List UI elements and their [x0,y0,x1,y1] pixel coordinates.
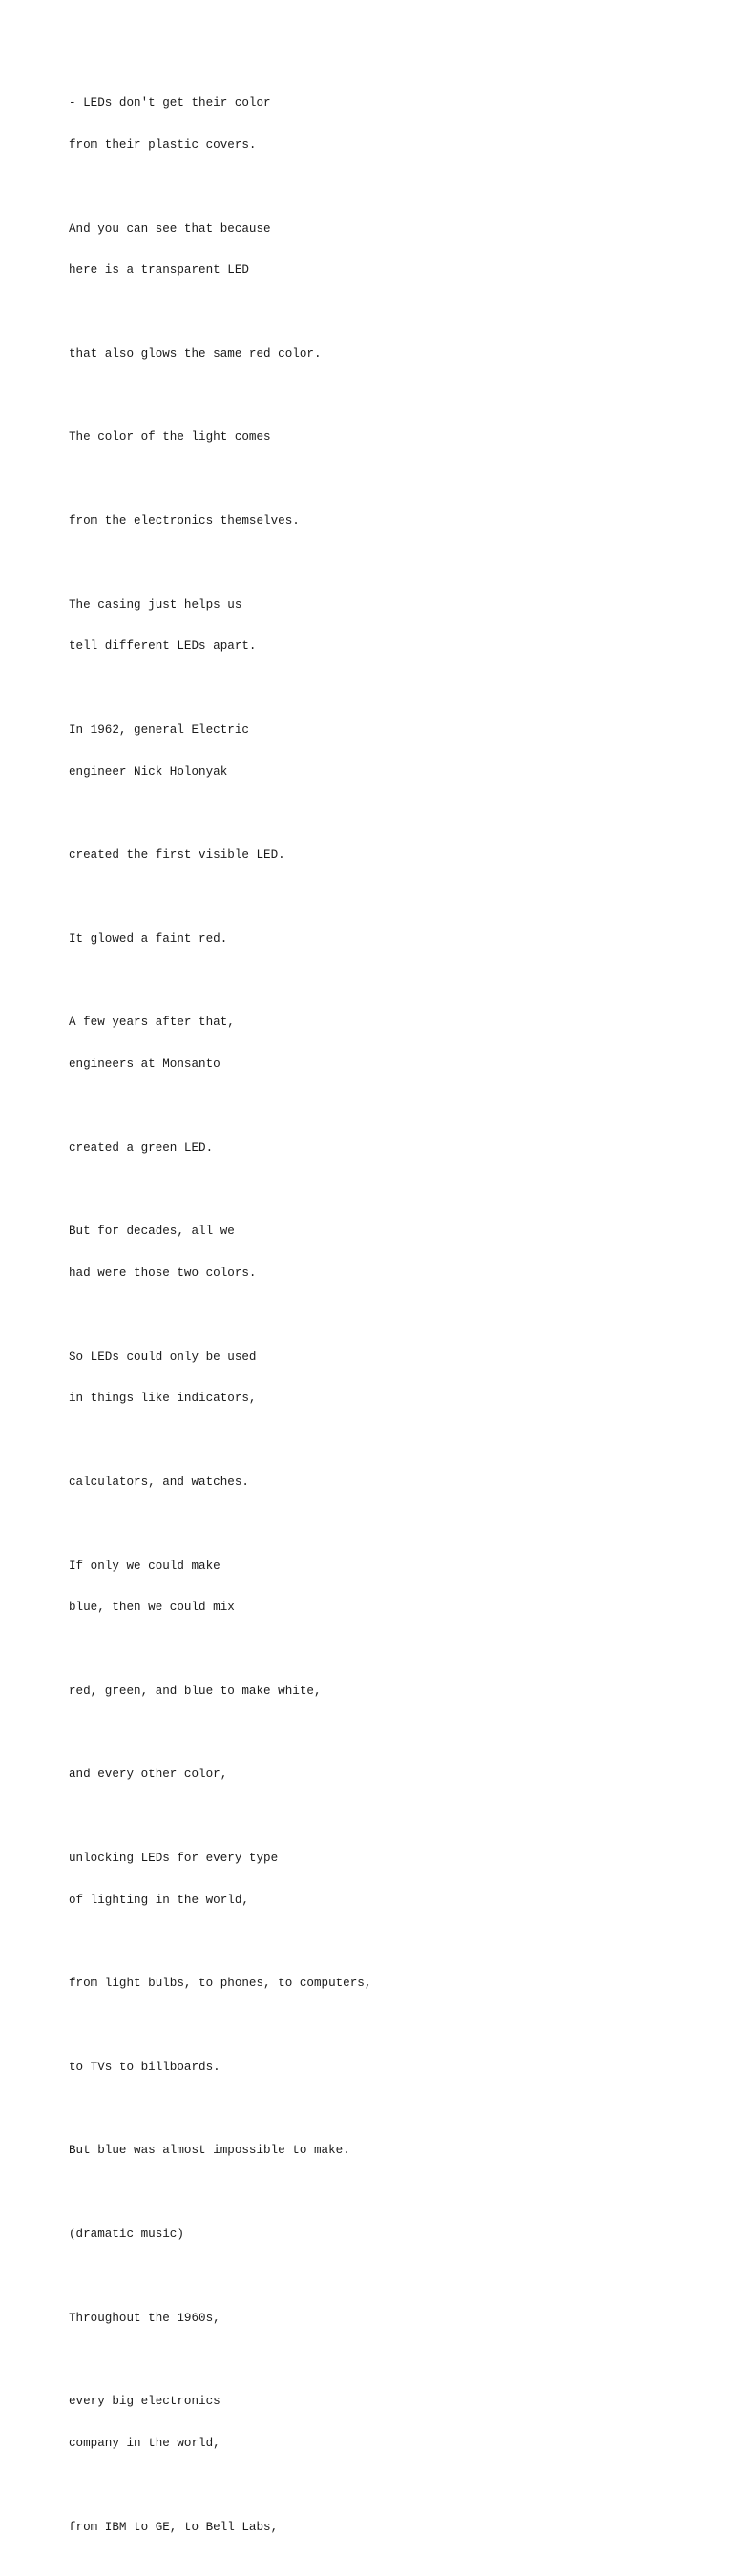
paragraph [69,1740,680,1810]
paragraph [69,1322,680,1434]
paragraph [69,320,680,389]
paragraph [69,2033,680,2103]
text-line: from the electronics themselves. [69,514,300,528]
text-line: But for decades, all we [69,1225,235,1239]
paragraph [69,988,680,1100]
paragraph [69,821,680,890]
paragraph [69,69,680,180]
paragraph [69,194,680,305]
text-line: red, green, and blue to make white, [69,1684,322,1698]
paragraph [69,570,680,681]
text-line: engineer Nick Holonyak [69,764,228,779]
text-line: of lighting in the world, [69,1893,249,1907]
transcript-page [69,69,680,2576]
paragraph [69,487,680,556]
text-line: It glowed a faint red. [69,932,228,946]
text-line: Throughout the 1960s, [69,2311,220,2325]
paragraph [69,1448,680,1518]
text-line: had were those two colors. [69,1267,257,1281]
text-line: - LEDs don't get their color [69,96,271,111]
paragraph [69,1531,680,1643]
text-line: The color of the light comes [69,430,271,445]
paragraph [69,905,680,974]
paragraph [69,1114,680,1183]
paragraph [69,2367,680,2479]
paragraph [69,1657,680,1727]
text-line: If only we could make [69,1559,220,1573]
paragraph [69,2200,680,2270]
paragraph [69,1197,680,1309]
text-line: here is a transparent LED [69,263,249,278]
text-line: engineers at Monsanto [69,1058,220,1072]
text-line: blue, then we could mix [69,1601,235,1615]
text-line: to TVs to billboards. [69,2060,220,2074]
text-line: But blue was almost impossible to make. [69,2144,350,2158]
paragraph [69,2116,680,2186]
text-line: The casing just helps us [69,597,242,612]
text-line: from their plastic covers. [69,137,257,152]
paragraph [69,1824,680,1936]
text-line: created a green LED. [69,1141,214,1155]
text-line: calculators, and watches. [69,1475,249,1489]
text-line: (dramatic music) [69,2228,184,2242]
text-line: So LEDs could only be used [69,1350,257,1364]
paragraph [69,696,680,807]
text-line: from IBM to GE, to Bell Labs, [69,2520,279,2534]
text-line: unlocking LEDs for every type [69,1852,279,1865]
text-line: created the first visible LED. [69,848,285,863]
text-line: company in the world, [69,2436,220,2450]
text-line: tell different LEDs apart. [69,639,257,654]
paragraph [69,2283,680,2353]
text-line: from light bulbs, to phones, to computers, [69,1977,372,1991]
paragraph [69,2492,680,2562]
text-line: A few years after that, [69,1016,235,1030]
text-line: every big electronics [69,2395,220,2409]
text-line: in things like indicators, [69,1392,257,1406]
text-line: In 1962, general Electric [69,723,249,737]
text-line: and every other color, [69,1768,228,1782]
text-line: And you can see that because [69,221,271,236]
paragraph [69,1949,680,2019]
paragraph [69,403,680,472]
text-line: that also glows the same red color. [69,346,322,361]
